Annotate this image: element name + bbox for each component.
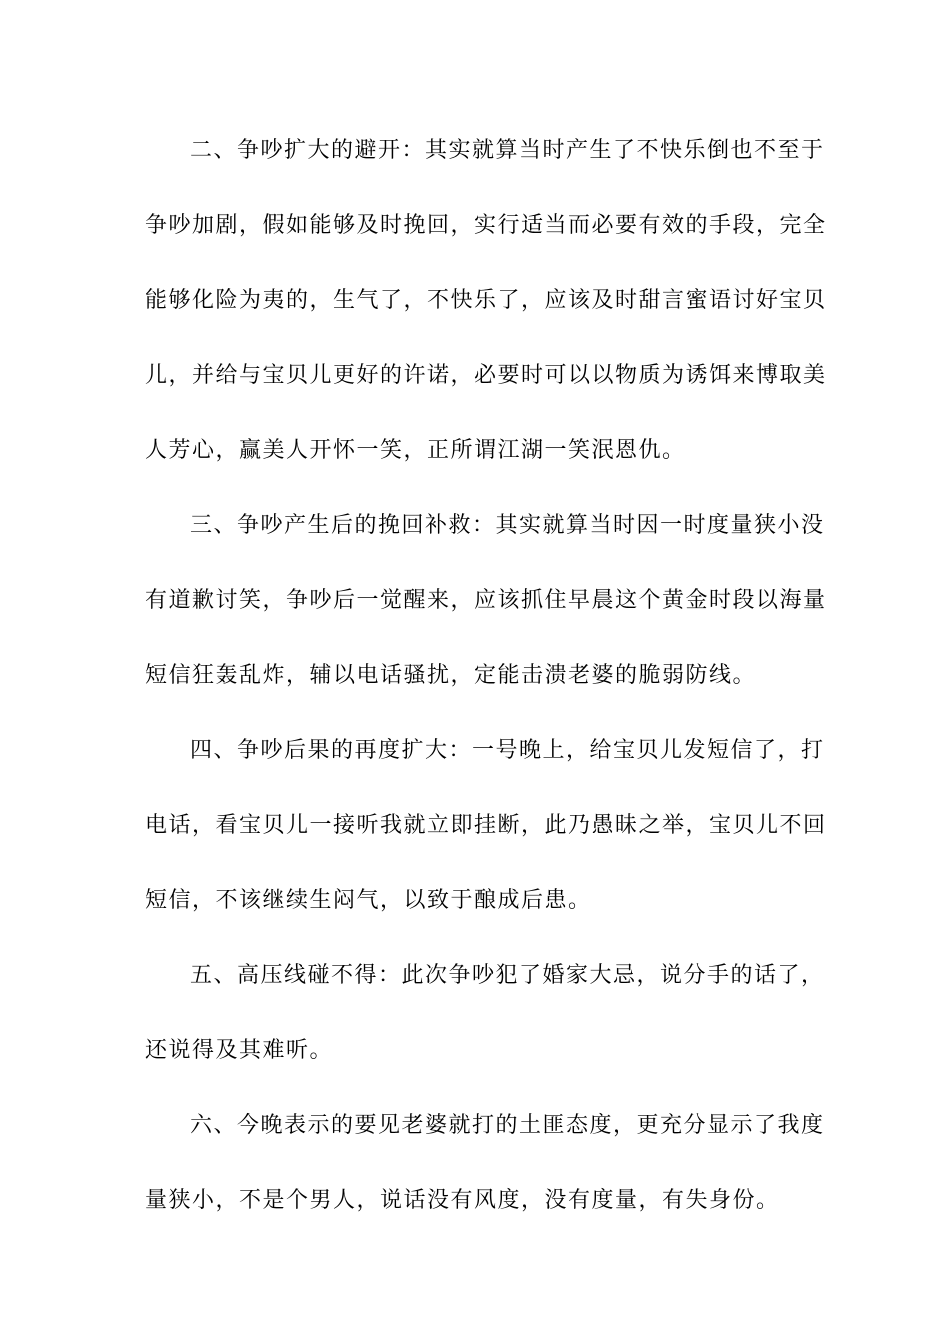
paragraph-2-line-3: 能够化险为夷的，生气了，不快乐了，应该及时甜言蜜语讨好宝贝 <box>145 288 827 313</box>
paragraph-2-line-2: 争吵加剧，假如能够及时挽回，实行适当而必要有效的手段，完全 <box>145 213 827 238</box>
paragraph-5-line-2: 还说得及其难听。 <box>145 1038 334 1063</box>
paragraph-6-line-2: 量狭小，不是个男人，说话没有风度，没有度量，有失身份。 <box>145 1188 780 1213</box>
paragraph-4-line-1: 四、争吵后果的再度扩大：一号晚上，给宝贝儿发短信了，打 <box>190 738 825 763</box>
paragraph-6-line-1: 六、今晚表示的要见老婆就打的土匪态度，更充分显示了我度 <box>190 1113 825 1138</box>
paragraph-5-line-1: 五、高压线碰不得：此次争吵犯了婚家大忌，说分手的话了， <box>190 963 825 988</box>
paragraph-2-line-1: 二、争吵扩大的避开：其实就算当时产生了不快乐倒也不至于 <box>190 138 825 163</box>
paragraph-4-line-3: 短信，不该继续生闷气，以致于酿成后患。 <box>145 888 592 913</box>
paragraph-2-line-4: 儿，并给与宝贝儿更好的许诺，必要时可以以物质为诱饵来博取美 <box>145 363 827 388</box>
paragraph-4-line-2: 电话，看宝贝儿一接听我就立即挂断，此乃愚昧之举，宝贝儿不回 <box>145 813 827 838</box>
paragraph-3-line-3: 短信狂轰乱炸，辅以电话骚扰，定能击溃老婆的脆弱防线。 <box>145 663 757 688</box>
paragraph-3-line-2: 有道歉讨笑，争吵后一觉醒来，应该抓住早晨这个黄金时段以海量 <box>145 588 827 613</box>
paragraph-2-line-5: 人芳心，赢美人开怀一笑，正所谓江湖一笑泯恩仇。 <box>145 438 686 463</box>
paragraph-3-line-1: 三、争吵产生后的挽回补救：其实就算当时因一时度量狭小没 <box>190 513 825 538</box>
